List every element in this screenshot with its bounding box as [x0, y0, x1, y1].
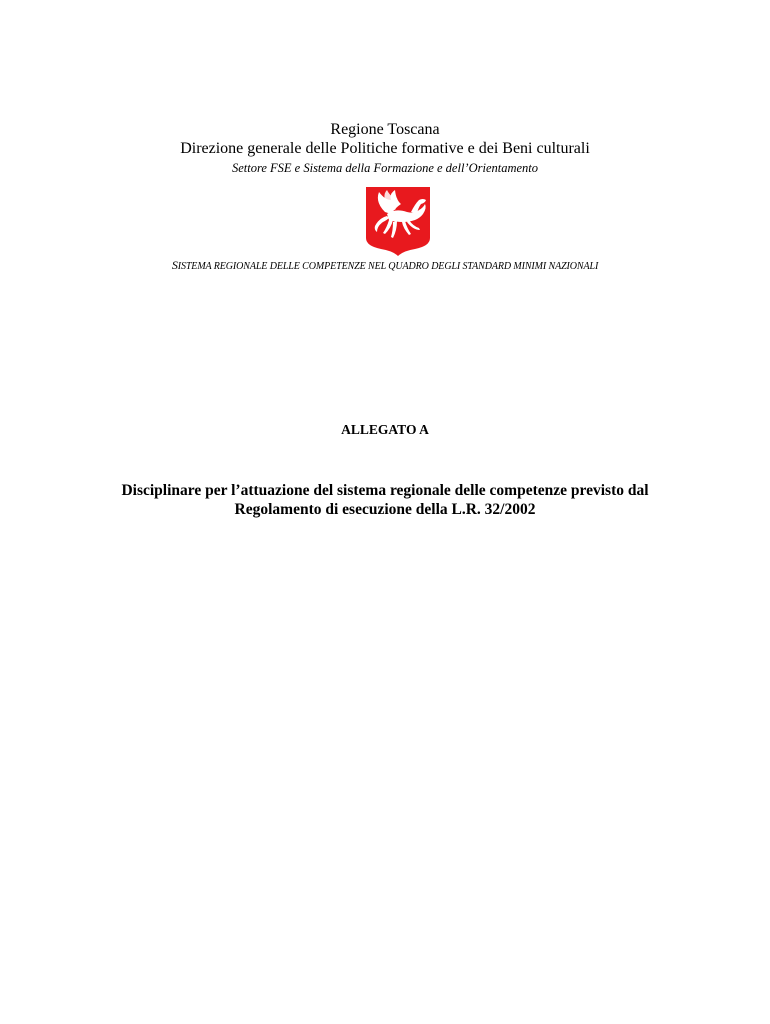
- document-title-line-2: Regolamento di esecuzione della L.R. 32/2002: [234, 501, 536, 518]
- sector-name: Settore FSE e Sistema della Formazione e dell’Orientamento: [231, 161, 539, 175]
- document-title: [0, 481, 770, 519]
- region-name: Regione Toscana: [330, 121, 440, 138]
- annex-label: ALLEGATO A: [341, 422, 429, 437]
- pegasus-emblem-icon: [365, 186, 431, 256]
- system-heading: [0, 258, 770, 274]
- document-title-line-1: Disciplinare per l’attuazione del sistema regionale delle competenze previsto dal: [121, 482, 649, 499]
- system-heading-initial: S: [171, 258, 178, 272]
- directorate-name: Direzione generale delle Politiche formative e dei Beni culturali: [180, 140, 590, 157]
- system-heading-text: ISTEMA REGIONALE DELLE COMPETENZE NEL QUADRO DEGLI STANDARD MINIMI NAZIONALI: [177, 261, 599, 272]
